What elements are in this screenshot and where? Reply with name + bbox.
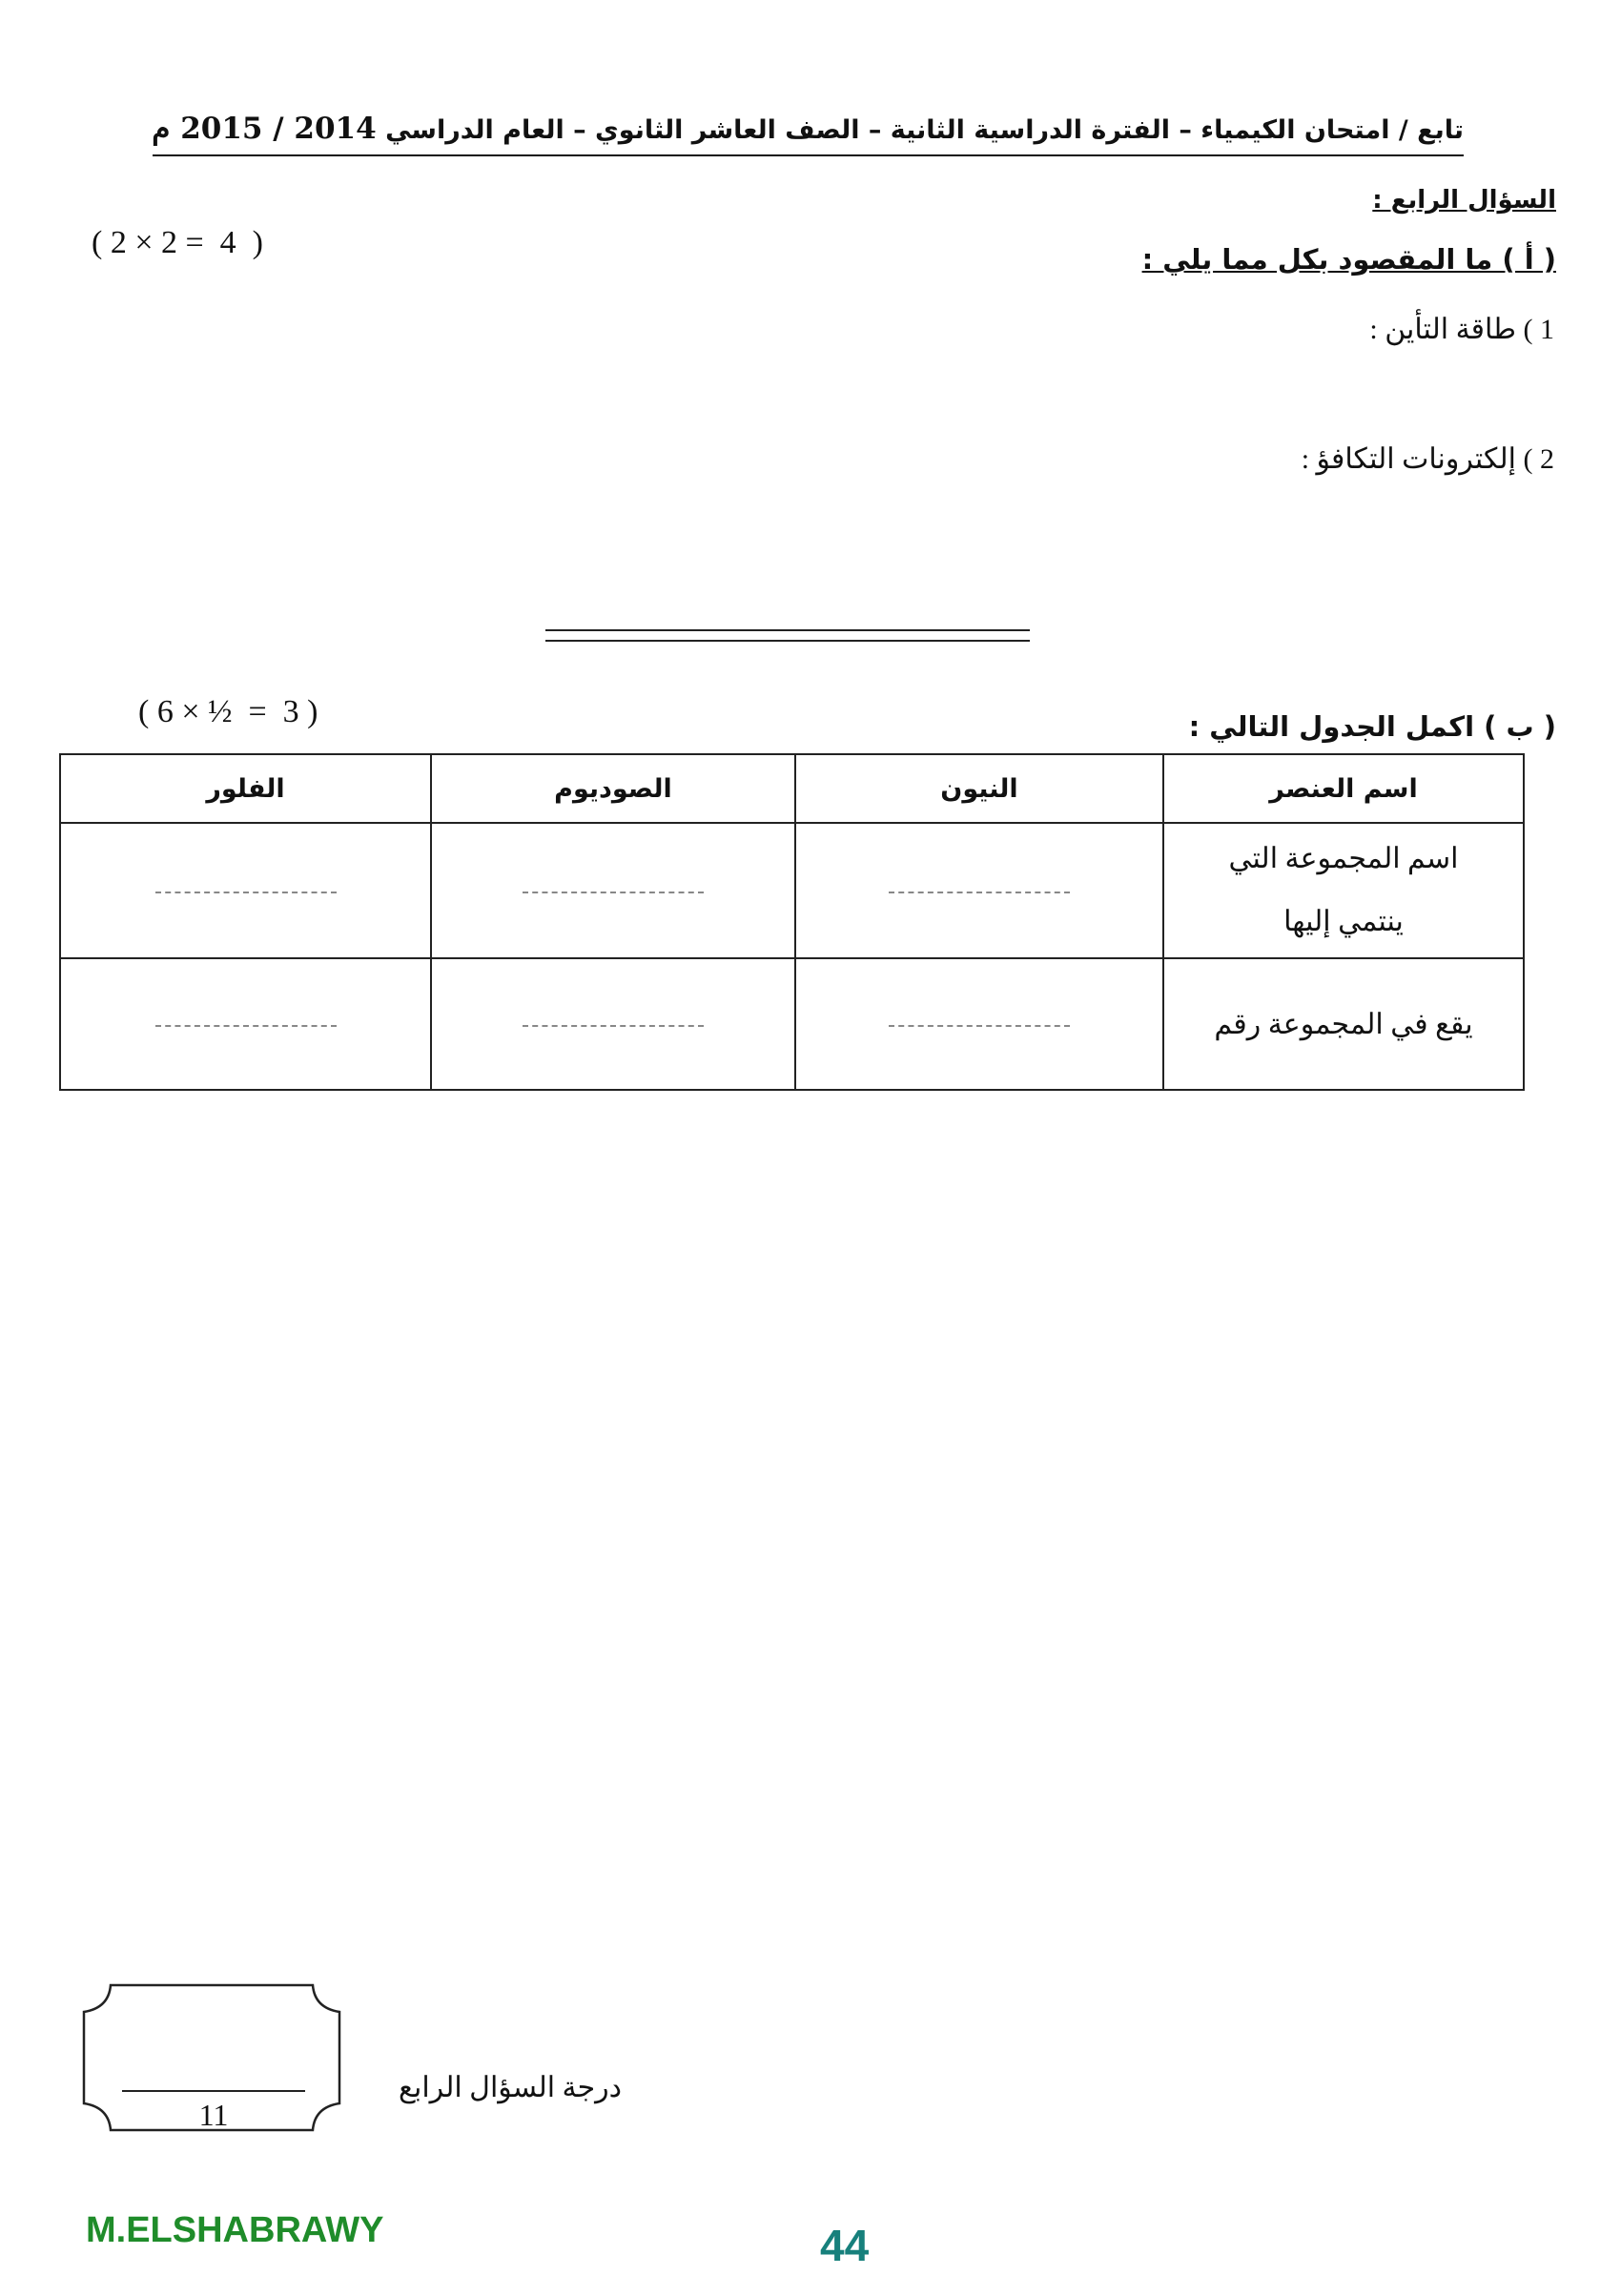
answer-cell-neon-number[interactable] xyxy=(795,958,1163,1090)
part-a-marks: ( 2 × 2 = 4 ) xyxy=(92,225,263,260)
answer-cell-fluorine-group[interactable] xyxy=(60,823,431,958)
page-number: 44 xyxy=(820,2221,870,2270)
row-group-name-label xyxy=(1163,823,1524,958)
row-group-name-label-line1: اسم المجموعة التي xyxy=(1228,843,1459,874)
header-neon: النيون xyxy=(795,754,1163,823)
question-title: السؤال الرابع : xyxy=(1372,186,1556,215)
part-b-marks: ( 6 × ½ = 3 ) xyxy=(138,694,318,729)
exam-year: 2014 / 2015 م xyxy=(152,112,377,146)
answer-blank xyxy=(523,1025,704,1027)
part-b-label: ( ب ) اكمل الجدول التالي : xyxy=(1188,710,1556,743)
score-line xyxy=(122,2090,305,2092)
score-total: 11 xyxy=(198,2098,229,2132)
table-row xyxy=(60,958,1524,1090)
score-label: درجة السؤال الرابع xyxy=(399,2072,623,2103)
answer-blank xyxy=(889,1025,1070,1027)
answer-cell-neon-group[interactable] xyxy=(795,823,1163,958)
answer-cell-sodium-number[interactable] xyxy=(431,958,795,1090)
answer-blank xyxy=(155,1025,337,1027)
part-a-item-1: 1 ) طاقة التأين : xyxy=(1369,314,1554,345)
answer-blank xyxy=(523,892,704,893)
table-header-row xyxy=(60,754,1524,823)
row-group-name-label-line2: ينتمي إليها xyxy=(1283,906,1404,937)
part-a-item-2: 2 ) إلكترونات التكافؤ : xyxy=(1301,443,1554,475)
table-row xyxy=(60,823,1524,958)
part-a-label: ( أ ) ما المقصود بكل مما يلي : xyxy=(1141,243,1556,276)
section-separator xyxy=(545,629,1030,642)
exam-header xyxy=(153,107,1464,156)
header-sodium: الصوديوم xyxy=(431,754,795,823)
answer-blank xyxy=(155,892,337,893)
row-group-number-label: يقع في المجموعة رقم xyxy=(1163,958,1524,1090)
author-watermark: M.ELSHABRAWY xyxy=(86,2210,384,2250)
header-element-name: اسم العنصر xyxy=(1163,754,1524,823)
elements-table xyxy=(59,753,1525,1091)
header-fluorine: الفلور xyxy=(60,754,431,823)
exam-header-text: تابع / امتحان الكيمياء – الفترة الدراسية الثانية – الصف العاشر الثانوي – العام الدراسي xyxy=(385,115,1464,145)
answer-cell-sodium-group[interactable] xyxy=(431,823,795,958)
answer-blank xyxy=(889,892,1070,893)
answer-cell-fluorine-number[interactable] xyxy=(60,958,431,1090)
